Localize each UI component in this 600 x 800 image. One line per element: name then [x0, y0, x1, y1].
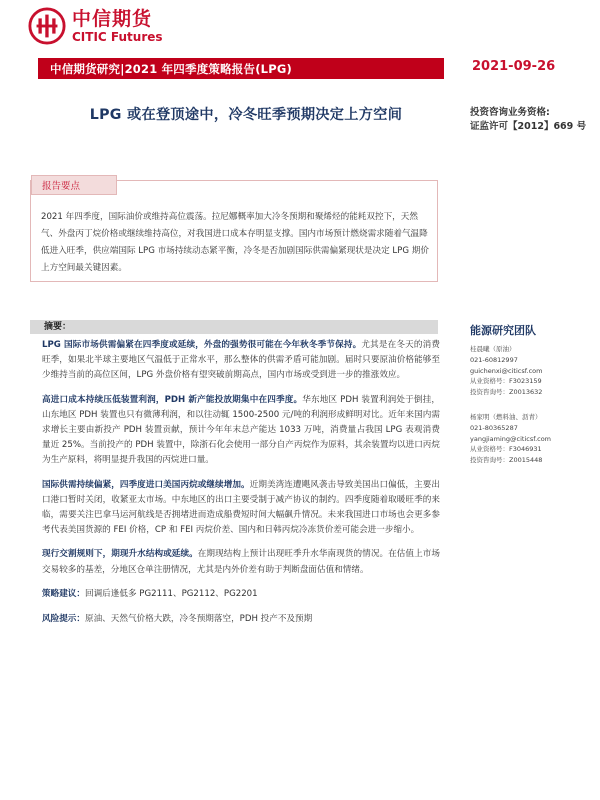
- paragraph-lead: LPG 国际市场供需偏紧在四季度或延续，外盘的强势很可能在今年秋冬季节保持。: [42, 340, 362, 350]
- strategy-text: 回调后逢低多 PG2111、PG2112、PG2201: [84, 588, 258, 599]
- report-date: 2021-09-26: [472, 59, 556, 74]
- abstract-paragraph: [42, 338, 440, 384]
- analyst-email[interactable]: yangjiaming@citicsf.com: [470, 434, 552, 443]
- analyst-phone: 021-80365287: [470, 423, 518, 432]
- analyst-card: [470, 412, 590, 466]
- citic-logo: [28, 4, 163, 48]
- analyst-consult: 投资咨询号：Z0015448: [470, 456, 543, 465]
- qualification-block: [470, 106, 586, 134]
- abstract-paragraph: [42, 547, 440, 577]
- paragraph-lead: 国际供需持续偏紧，四季度进口美国丙烷或继续增加。: [42, 479, 250, 490]
- report-title: LPG 或在登顶途中，冷冬旺季预期决定上方空间: [89, 107, 403, 123]
- analyst-name: 桂晨曦（原油）: [470, 345, 516, 353]
- abstract-body: [42, 338, 440, 637]
- risk-label: 风险提示：: [42, 614, 85, 625]
- strategy-label: 策略建议：: [42, 588, 85, 599]
- team-title: 能源研究团队: [470, 324, 536, 337]
- paragraph-lead: 高进口成本持续压低装置利润，PDH 新产能投放期集中在四季度。: [42, 394, 303, 405]
- paragraph-text: 在期现结构上预计出现旺季升水华南现货的情况。在估值上市场交易较多的基差，分地区仓单注册情况，尤其是内外价差有助于判断盘面估值和情绪。: [42, 549, 440, 575]
- paragraph-text: 华东地区 PDH 装置利润处于倒挂，山东地区 PDH 装置也只有微薄利润，和以往动辄 1500-2500 元/吨的利润形成鲜明对比。近年来国内需求增长主要由新投产 PDH 装置贡献，预计今年年末总产能达 1033 万吨，消费量占我国 LPG 表观消费量近 25%。当前投产的 PDH 装置中，除浙石化会使用一部分自产丙烷作为原料，其余装置均以进口丙烷为生产原料，将明显提升我国的丙烷进口量。: [42, 394, 440, 466]
- analyst-license: 从业资格号：F3046931: [470, 445, 542, 454]
- summary-tab: 报告要点: [31, 175, 117, 195]
- risk-line: [42, 612, 440, 627]
- analyst-license: 从业资格号：F3023159: [470, 377, 542, 386]
- qualification-line-2: 证监许可【2012】669 号: [470, 121, 587, 132]
- abstract-paragraph: [42, 393, 440, 469]
- summary-box: [30, 180, 438, 282]
- summary-text: 2021 年四季度，国际油价或维持高位震荡。拉尼娜概率加大冷冬预期和聚烯烃的能耗双控下，天然气、外盘丙丁烷价格或继续维持高位，对我国进口成本存明显支撑。国内市场预计燃烧需求随着气温降低进入旺季，供应端国际 LPG 市场持续动态紧平衡，冷冬是否加剧国际供需偏紧现状是决定 LPG 期价上方空间最关键因素。: [41, 212, 429, 273]
- abstract-paragraph: [42, 478, 440, 539]
- analyst-card: [470, 344, 590, 398]
- analyst-phone: 021-60812997: [470, 355, 518, 364]
- risk-text: 原油、天然气价格大跌，冷冬预期落空，PDH 投产不及预期: [84, 614, 313, 625]
- paragraph-text: 近期美湾连遭飓风袭击导致美国出口偏低，主要出口港口暂时关闭，收紧亚太市场。中东地区的出口主要受制于减产协议的制约。四季度随着取暖旺季的来临，需要关注巴拿马运河航线是否拥堵进而造成船费短时间大幅飙升情况。未来我国进口市场也会更多参考代表美国货源的 FEI 价格，CP 和 FEI 丙烷价差、国内和日韩丙烷冷冻货价差可能会进一步缩小。: [42, 479, 440, 536]
- abstract-header: 摘要：: [30, 320, 438, 334]
- report-series-bar: [38, 58, 444, 79]
- analyst-email[interactable]: guichenxi@citicsf.com: [470, 366, 543, 375]
- report-series-label: 中信期货研究|2021 年四季度策略报告(LPG): [50, 61, 292, 76]
- logo-chinese-name: 中信期货: [72, 8, 153, 30]
- strategy-line: [42, 587, 440, 602]
- analyst-consult: 投资咨询号：Z0013632: [470, 388, 543, 397]
- paragraph-text: 尤其是在冬天的消费旺季，如果北半球主要地区气温低于正常水平，那么整体的供需矛盾可能加剧。届时只要原油价格能够至少维持当前的高位区间，LPG 外盘价格有望突破前期高点，国内市场或受到进一步的推涨效应。: [42, 340, 440, 381]
- qualification-line-1: 投资咨询业务资格:: [470, 107, 550, 118]
- logo-english-name: CITIC Futures: [72, 30, 163, 44]
- analyst-name: 杨家明（燃料油、沥青）: [470, 412, 542, 421]
- research-team: [470, 322, 590, 480]
- citic-logo-icon: [28, 7, 66, 45]
- paragraph-lead: 现行交割规则下，期现升水结构或延续。: [42, 549, 198, 560]
